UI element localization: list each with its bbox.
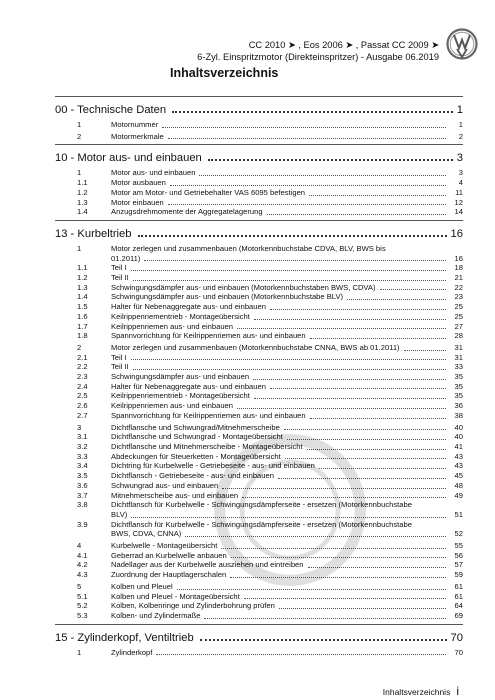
entry-title: Dichtflansch - Getriebeseite - aus- und einbauen xyxy=(111,471,274,481)
entry-title: Kurbelwelle - Montageübersicht xyxy=(111,541,218,551)
page-title: Inhaltsverzeichnis xyxy=(170,66,279,80)
entry-page: 31 xyxy=(454,342,463,352)
footer-label: Inhaltsverzeichnis xyxy=(382,687,451,697)
entry-number: 1.5 xyxy=(77,302,88,312)
dot-leader xyxy=(162,127,446,128)
entry-title: Schwungrad aus- und einbauen xyxy=(111,480,219,490)
entry-title: Keilrippenriemen aus- und einbauen xyxy=(111,321,234,331)
toc-entry[interactable] xyxy=(55,178,463,188)
entry-number: 1.6 xyxy=(77,311,88,321)
toc-entry[interactable] xyxy=(55,592,463,602)
dot-leader xyxy=(199,175,446,176)
entry-title: Motor zerlegen und zusammenbauen (Motorkennbuchstabe CNNA, BWS ab 01.2011) xyxy=(111,342,400,352)
entry-title: Dichtflansche und Schwungrad/Mitnehmerscheibe xyxy=(111,422,280,432)
entry-number: 1.2 xyxy=(77,273,88,283)
entry-title: Teil I xyxy=(111,352,127,362)
dot-leader xyxy=(138,235,447,237)
entry-number: 2.6 xyxy=(77,401,88,411)
entry-number: 3.7 xyxy=(77,490,88,500)
entry-number: 5 xyxy=(77,581,82,591)
entry-page: 21 xyxy=(454,273,463,283)
dot-leader xyxy=(156,654,446,655)
entry-page: 49 xyxy=(454,490,463,500)
entry-page: 12 xyxy=(454,197,463,207)
entry-title: Dichtring für Kurbelwelle - Getriebeseite - aus- und einbauen xyxy=(111,461,315,471)
toc-entry[interactable] xyxy=(55,601,463,611)
entry-title: Keilrippenriemen aus- und einbauen xyxy=(111,401,234,411)
section-title: 13 - Kurbeltrieb xyxy=(55,227,132,240)
entry-number: 1 xyxy=(77,647,82,657)
section-page: 1 xyxy=(456,104,463,116)
entry-page: 25 xyxy=(454,302,463,312)
entry-page: 45 xyxy=(454,471,463,481)
dot-leader xyxy=(168,204,446,205)
entry-page: 64 xyxy=(454,601,463,611)
entry-number: 1.3 xyxy=(77,197,88,207)
entry-number: 2 xyxy=(77,131,82,141)
entry-title: Teil II xyxy=(111,273,129,283)
dot-leader xyxy=(310,418,446,419)
section-divider xyxy=(55,624,463,625)
entry-title: Kolben- und Zylindermaße xyxy=(111,610,201,620)
entry-page: 2 xyxy=(458,131,463,141)
dot-leader xyxy=(133,369,446,370)
entry-number: 5.3 xyxy=(77,610,88,620)
entry-title: Abdeckungen für Steuerketten - Montageübersicht xyxy=(111,451,281,461)
entry-number: 1.7 xyxy=(77,321,88,331)
entry-page: 35 xyxy=(454,381,463,391)
dot-leader xyxy=(310,338,446,339)
toc-entry[interactable] xyxy=(55,391,463,401)
entry-number: 2 xyxy=(77,342,82,352)
entry-page: 70 xyxy=(454,647,463,657)
toc-entry[interactable] xyxy=(55,198,463,208)
dot-leader xyxy=(309,195,446,196)
entry-number: 1.2 xyxy=(77,187,88,197)
header xyxy=(197,39,439,63)
toc-entry[interactable] xyxy=(55,411,463,421)
entry-title: Keilrippenriementrieb - Montageübersicht xyxy=(111,311,250,321)
section-divider xyxy=(55,220,463,221)
entry-page: 36 xyxy=(454,401,463,411)
entry-page: 25 xyxy=(454,311,463,321)
toc-entry[interactable] xyxy=(55,168,463,178)
entry-title: Spannvorrichtung für Keilrippenriemen aus- und einbauen xyxy=(111,331,306,341)
dot-leader xyxy=(253,379,446,380)
entry-title: Halter für Nebenaggregate aus- und einbauen xyxy=(111,381,266,391)
entry-page: 28 xyxy=(454,331,463,341)
entry-title: Dichtflansche und Mitnehmerscheibe - Montageübersicht xyxy=(111,441,303,451)
toc-entry[interactable] xyxy=(55,648,463,658)
entry-page: 14 xyxy=(454,207,463,217)
entry-page: 48 xyxy=(454,480,463,490)
entry-number: 1 xyxy=(77,243,82,253)
toc-entry[interactable] xyxy=(55,331,463,341)
dot-leader xyxy=(254,319,446,320)
entry-title: Dichtflansch für Kurbelwelle - Schwingungsdämpferseite - ersetzen (Motorkennbuchstabe xyxy=(111,500,412,510)
entry-number: 4.1 xyxy=(77,550,88,560)
toc-entry[interactable] xyxy=(55,343,463,353)
section-page: 70 xyxy=(450,631,463,644)
entry-number: 4.2 xyxy=(77,560,88,570)
entry-title: Halter für Nebenaggregate aus- und einbauen xyxy=(111,302,266,312)
dot-leader xyxy=(131,359,446,360)
entry-title: Zuordnung der Hauptlagerschalen xyxy=(111,570,227,580)
entry-title: Motor einbauen xyxy=(111,197,164,207)
entry-page: 4 xyxy=(458,178,463,188)
entry-title: Zylinderkopf xyxy=(111,647,153,657)
toc-entry[interactable] xyxy=(55,372,463,382)
toc-entry[interactable] xyxy=(55,401,463,411)
dot-leader xyxy=(237,408,446,409)
entry-number: 2.1 xyxy=(77,352,88,362)
dot-leader xyxy=(267,214,446,215)
toc-entry[interactable] xyxy=(55,283,463,293)
entry-page: 31 xyxy=(454,352,463,362)
dot-leader xyxy=(172,111,453,113)
entry-page: 52 xyxy=(454,529,463,539)
entry-number: 3.4 xyxy=(77,461,88,471)
toc-entry[interactable] xyxy=(55,312,463,322)
entry-number: 1.3 xyxy=(77,282,88,292)
dot-leader xyxy=(237,328,446,329)
entry-title: Schwingungsdämpfer aus- und einbauen (Motorkennbuchstaben BWS, CDVA) xyxy=(111,282,376,292)
section-title: 00 - Technische Daten xyxy=(55,104,167,116)
dot-leader xyxy=(170,185,446,186)
entry-title: Dichtflansche und Schwungrad - Montageübersicht xyxy=(111,432,283,442)
entry-number: 1 xyxy=(77,168,82,178)
dot-leader xyxy=(244,598,446,599)
entry-page: 61 xyxy=(454,581,463,591)
entry-page: 40 xyxy=(454,432,463,442)
entry-title: Anzugsdrehmomente der Aggregatelagerung xyxy=(111,207,263,217)
entry-title: Kolben und Pleuel xyxy=(111,581,173,591)
entry-page: 1 xyxy=(458,120,463,129)
section-page: 16 xyxy=(450,227,463,240)
dot-leader xyxy=(168,138,446,139)
footer-page-number: i xyxy=(456,684,459,698)
dot-leader xyxy=(131,270,446,271)
toc-section-heading[interactable] xyxy=(55,628,463,644)
entry-number: 1.8 xyxy=(77,331,88,341)
entry-page: 41 xyxy=(454,441,463,451)
entry-page: 69 xyxy=(454,610,463,620)
entry-title-continued: BWS, CDVA, CNNA) xyxy=(111,529,182,539)
entry-title: Motormerkmale xyxy=(111,131,164,141)
toc-entry[interactable] xyxy=(55,273,463,283)
toc-entry[interactable] xyxy=(55,611,463,621)
entry-title: Kolben, Kolbenringe und Zylinderbohrung prüfen xyxy=(111,601,275,611)
entry-title: Motor zerlegen und zusammenbauen (Motorkennbuchstabe CDVA, BLV, BWS bis xyxy=(111,243,386,253)
toc-entry[interactable] xyxy=(55,353,463,363)
entry-title: Teil II xyxy=(111,362,129,372)
header-models: CC 2010 ➤ , Eos 2006 ➤ , Passat CC 2009 ➤ xyxy=(248,40,439,50)
entry-page: 51 xyxy=(454,509,463,519)
entry-number: 3.9 xyxy=(77,519,88,529)
entry-number: 2.3 xyxy=(77,372,88,382)
entry-page: 57 xyxy=(454,560,463,570)
entry-title: Motor am Motor- und Getriebehalter VAS 6095 befestigen xyxy=(111,187,306,197)
entry-page: 61 xyxy=(454,591,463,601)
dot-leader xyxy=(404,350,446,351)
entry-number: 5.1 xyxy=(77,591,88,601)
entry-number: 4 xyxy=(77,541,82,551)
header-edition: 6-Zyl. Einspritzmotor (Direkteinspritzer) - Ausgabe 06.2019 xyxy=(197,52,439,62)
entry-page: 3 xyxy=(458,168,463,178)
entry-page: 11 xyxy=(455,187,463,197)
section-divider xyxy=(55,96,463,97)
dot-leader xyxy=(270,309,446,310)
entry-page: 43 xyxy=(454,461,463,471)
entry-page: 18 xyxy=(454,263,463,273)
entry-title: Nadellager aus der Kurbelwelle ausziehen und eintreiben xyxy=(111,560,304,570)
entry-page: 59 xyxy=(454,570,463,580)
entry-title: Teil I xyxy=(111,263,127,273)
watermark-logo xyxy=(210,430,370,590)
entry-page: 35 xyxy=(454,372,463,382)
dot-leader xyxy=(347,299,446,300)
dot-leader xyxy=(200,639,447,641)
entry-number: 2.2 xyxy=(77,362,88,372)
entry-title: Motornummer xyxy=(111,120,159,129)
entry-page: 38 xyxy=(454,410,463,420)
entry-number: 3.6 xyxy=(77,480,88,490)
entry-title: Geberrad an Kurbelwelle anbauen xyxy=(111,550,227,560)
entry-page: 33 xyxy=(454,362,463,372)
entry-page: 56 xyxy=(454,550,463,560)
entry-title: Motor ausbauen xyxy=(111,178,166,188)
dot-leader xyxy=(270,388,446,389)
entry-title: Schwingungsdämpfer aus- und einbauen (Motorkennbuchstabe BLV) xyxy=(111,292,344,302)
entry-number: 1.1 xyxy=(77,178,88,188)
entry-number: 2.5 xyxy=(77,391,88,401)
toc-entry[interactable] xyxy=(55,207,463,217)
dot-leader xyxy=(279,608,446,609)
entry-page: 22 xyxy=(454,282,463,292)
toc-section-heading[interactable] xyxy=(55,148,463,164)
entry-page: 35 xyxy=(454,391,463,401)
toc-entry[interactable] xyxy=(55,263,463,273)
dot-leader xyxy=(380,289,446,290)
toc-entry[interactable] xyxy=(55,362,463,372)
entry-number: 4.3 xyxy=(77,570,88,580)
section-title: 15 - Zylinderkopf, Ventiltrieb xyxy=(55,631,194,644)
section-title: 10 - Motor aus- und einbauen xyxy=(55,152,202,165)
toc-entry[interactable] xyxy=(55,132,463,142)
entry-number: 1.4 xyxy=(77,292,88,302)
entry-number: 1 xyxy=(77,120,82,129)
dot-leader xyxy=(133,280,446,281)
entry-title: Kolben und Pleuel - Montageübersicht xyxy=(111,591,240,601)
entry-number: 3 xyxy=(77,422,82,432)
vw-logo-icon xyxy=(446,28,478,60)
toc-entry[interactable] xyxy=(55,322,463,332)
entry-number: 3.8 xyxy=(77,500,88,510)
entry-number: 1.1 xyxy=(77,263,88,273)
entry-page: 23 xyxy=(454,292,463,302)
footer xyxy=(383,684,459,698)
entry-title: Mitnehmerscheibe aus- und einbauen xyxy=(111,490,239,500)
entry-number: 3.2 xyxy=(77,441,88,451)
entry-page: 40 xyxy=(454,422,463,432)
toc-section-heading[interactable] xyxy=(55,100,463,116)
dot-leader xyxy=(204,618,446,619)
toc-entry[interactable] xyxy=(55,188,463,198)
entry-number: 2.7 xyxy=(77,410,88,420)
dot-leader xyxy=(144,260,446,261)
entry-title: Schwingungsdämpfer aus- und einbauen xyxy=(111,372,250,382)
entry-page: 27 xyxy=(454,321,463,331)
toc-entry[interactable] xyxy=(55,120,463,130)
entry-number: 1.4 xyxy=(77,207,88,217)
entry-number: 2.4 xyxy=(77,381,88,391)
section-page: 3 xyxy=(456,152,463,165)
entry-title: Dichtflansch für Kurbelwelle - Schwingungsdämpferseite - ersetzen (Motorkennbuchstabe xyxy=(111,519,412,529)
entry-number: 5.2 xyxy=(77,601,88,611)
entry-title: Keilrippenriementrieb - Montageübersicht xyxy=(111,391,250,401)
entry-title-continued: BLV) xyxy=(111,509,128,519)
entry-title-continued: 01.2011) xyxy=(111,253,141,263)
entry-page: 55 xyxy=(454,541,463,551)
entry-number: 3.5 xyxy=(77,471,88,481)
toc-entry[interactable] xyxy=(55,382,463,392)
toc-section-heading[interactable] xyxy=(55,224,463,240)
entry-number: 3.3 xyxy=(77,451,88,461)
dot-leader xyxy=(208,159,453,161)
section-divider xyxy=(55,144,463,145)
toc-entry[interactable] xyxy=(55,244,463,263)
entry-title: Motor aus- und einbauen xyxy=(111,168,196,178)
entry-number: 3.1 xyxy=(77,432,88,442)
dot-leader xyxy=(254,398,446,399)
toc-entry[interactable] xyxy=(55,292,463,302)
entry-title: Spannvorrichtung für Keilrippenriemen aus- und einbauen xyxy=(111,410,306,420)
toc-entry[interactable] xyxy=(55,302,463,312)
entry-page: 43 xyxy=(454,451,463,461)
entry-page: 16 xyxy=(454,253,463,263)
